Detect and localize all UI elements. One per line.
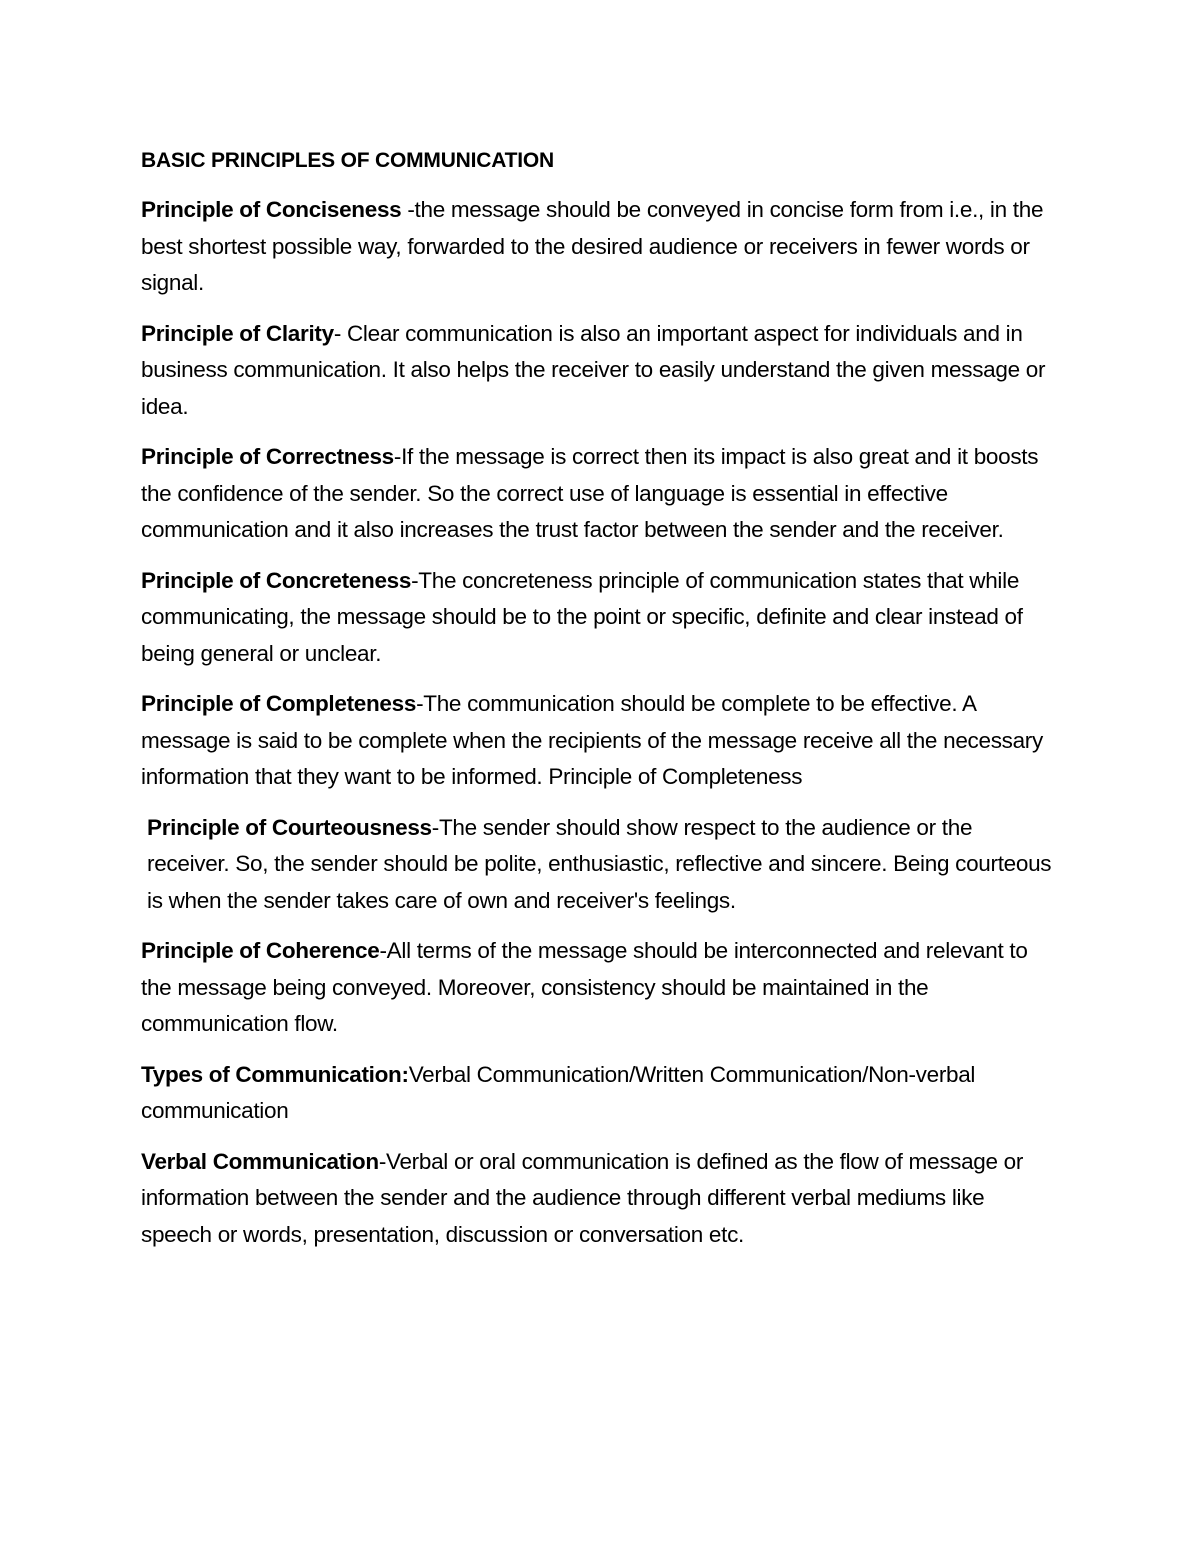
- paragraph-term: Principle of Concreteness: [141, 567, 412, 593]
- paragraph-types-of-communication: [141, 1057, 1059, 1130]
- paragraph-text: -The communication should be complete to be effective. A message is said to be complete when the recipients of the message receive all the necessary information that they want to be informed. Principle of Completeness: [141, 691, 1043, 789]
- paragraph-text: Verbal Communication/Written Communication/Non-verbal communication: [141, 1061, 976, 1123]
- paragraph-term: Principle of Courteousness: [147, 814, 432, 840]
- paragraph-text: -the message should be conveyed in concise form from i.e., in the best shortest possible way, forwarded to the desired audience or receivers in fewer words or signal.: [141, 197, 1044, 295]
- paragraph-text: -The concreteness principle of communication states that while communicating, the message should be to the point or specific, definite and clear instead of being general or unclear.: [141, 567, 1023, 666]
- paragraph-courteousness: [141, 810, 1059, 920]
- paragraph-correctness: [141, 439, 1059, 549]
- paragraph-term: Principle of Completeness: [141, 691, 417, 716]
- paragraph-text: -All terms of the message should be interconnected and relevant to the message being conveyed. Moreover, consistency should be maintained in the communication flow.: [141, 938, 1028, 1036]
- paragraph-term: Principle of Conciseness: [141, 197, 402, 222]
- paragraph-conciseness: [141, 192, 1059, 302]
- paragraph-completeness: [141, 686, 1059, 796]
- paragraph-text: -The sender should show respect to the audience or the receiver. So, the sender should be polite, enthusiastic, reflective and sincere. Being courteous is when the sender takes care of own and receiver's feelings.: [147, 814, 1052, 913]
- document-title: BASIC PRINCIPLES OF COMMUNICATION: [141, 149, 555, 172]
- paragraph-term: Principle of Clarity: [141, 320, 334, 346]
- paragraph-text: -If the message is correct then its impact is also great and it boosts the confidence of the sender. So the correct use of language is essential in effective communication and it also increases the trust factor between the sender and the receiver.: [141, 444, 1039, 542]
- paragraph-term: Principle of Coherence: [141, 938, 380, 963]
- paragraph-clarity: [141, 316, 1059, 426]
- paragraph-term: Principle of Correctness: [141, 444, 394, 469]
- document-body: [141, 143, 1059, 1267]
- paragraph-term: Verbal Communication: [141, 1148, 379, 1174]
- paragraph-text: - Clear communication is also an important aspect for individuals and in business communication. It also helps the receiver to easily understand the given message or idea.: [141, 320, 1046, 419]
- paragraph-text: -Verbal or oral communication is defined as the flow of message or information between the sender and the audience through different verbal mediums like speech or words, presentation, discussion or conversation etc.: [141, 1148, 1024, 1247]
- paragraph-coherence: [141, 933, 1059, 1043]
- paragraph-verbal-communication: [141, 1144, 1059, 1254]
- paragraph-concreteness: [141, 563, 1059, 673]
- paragraph-term: Types of Communication:: [141, 1061, 409, 1087]
